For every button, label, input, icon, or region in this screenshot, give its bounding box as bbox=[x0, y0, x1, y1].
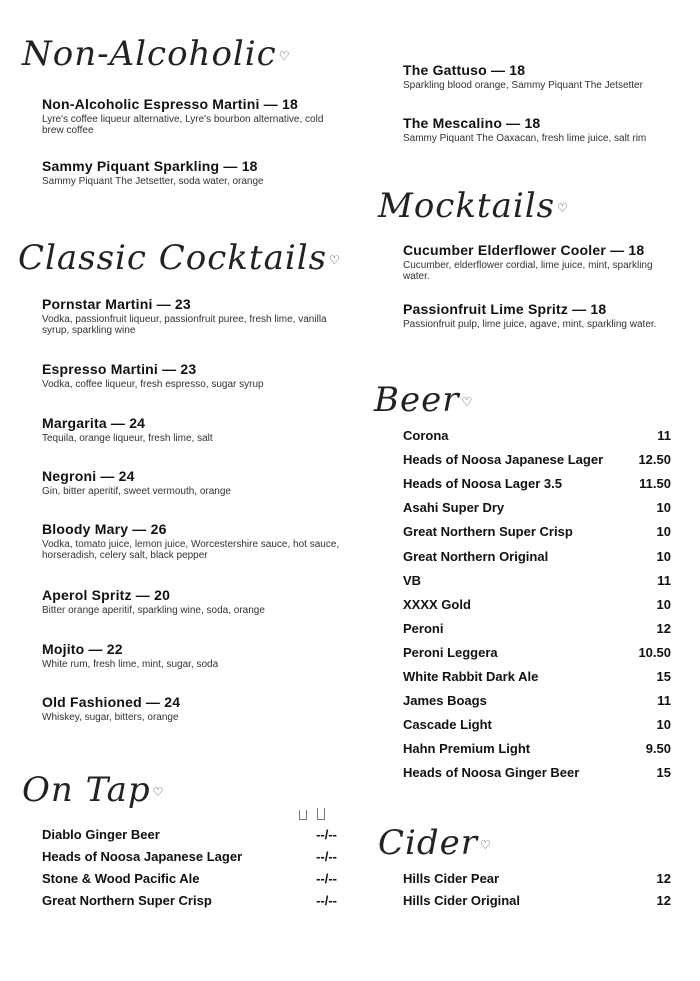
heart-icon: ♡ bbox=[480, 838, 492, 852]
item-name: Stone & Wood Pacific Ale bbox=[42, 871, 200, 886]
menu-item bbox=[403, 242, 673, 282]
menu-item bbox=[403, 62, 693, 91]
item-description: Vodka, coffee liqueur, fresh espresso, sugar syrup bbox=[42, 379, 264, 390]
item-price: 12.50 bbox=[638, 452, 671, 468]
beer-row bbox=[403, 500, 671, 515]
beer-row bbox=[403, 669, 671, 684]
item-name: Aperol Spritz — 20 bbox=[42, 587, 171, 603]
item-name: James Boags bbox=[403, 693, 487, 709]
cider-row bbox=[403, 893, 671, 908]
item-price: 12 bbox=[656, 620, 671, 636]
item-name: Non-Alcoholic Espresso Martini — 18 bbox=[42, 96, 298, 112]
item-price: 10 bbox=[656, 548, 671, 564]
heading-text: Cider bbox=[378, 823, 479, 863]
item-price: 15 bbox=[656, 669, 671, 684]
item-name: Sammy Piquant Sparkling — 18 bbox=[42, 158, 258, 174]
item-name: XXXX Gold bbox=[403, 596, 471, 612]
item-description: Bitter orange aperitif, sparkling wine, soda, orange bbox=[42, 605, 265, 616]
item-description: Vodka, tomato juice, lemon juice, Worcestershire sauce, hot sauce, horseradish, celery salt, black pepper bbox=[42, 539, 340, 561]
item-name: Mojito — 22 bbox=[42, 641, 123, 657]
item-name: Negroni — 24 bbox=[42, 468, 135, 484]
section-heading-cider bbox=[378, 823, 492, 863]
item-price: --/-- bbox=[316, 849, 337, 864]
tap-row bbox=[42, 871, 337, 886]
item-name: Great Northern Super Crisp bbox=[42, 893, 212, 908]
item-name: Passionfruit Lime Spritz — 18 bbox=[403, 301, 607, 317]
heading-text: Non-Alcoholic bbox=[22, 34, 277, 74]
menu-item bbox=[42, 641, 342, 670]
heading-text: On Tap bbox=[22, 770, 151, 810]
item-name: Heads of Noosa Japanese Lager bbox=[42, 849, 243, 864]
item-name: Bloody Mary — 26 bbox=[42, 521, 167, 537]
item-name: Heads of Noosa Japanese Lager bbox=[403, 452, 604, 468]
item-price: 10 bbox=[656, 524, 671, 540]
tap-row bbox=[42, 827, 337, 842]
tap-row bbox=[42, 849, 337, 864]
item-description: Sammy Piquant The Jetsetter, soda water, orange bbox=[42, 176, 264, 187]
beer-row bbox=[403, 597, 671, 612]
menu-item bbox=[42, 521, 342, 561]
large-glass-icon bbox=[317, 808, 325, 820]
heart-icon: ♡ bbox=[329, 253, 341, 267]
item-price: 15 bbox=[656, 765, 671, 781]
item-description: Lyre's coffee liqueur alternative, Lyre's bourbon alternative, cold brew coffee bbox=[42, 114, 324, 136]
item-name: Margarita — 24 bbox=[42, 415, 146, 431]
item-price: 10 bbox=[656, 596, 671, 612]
heading-text: Classic Cocktails bbox=[18, 238, 328, 278]
item-name: White Rabbit Dark Ale bbox=[403, 669, 539, 684]
item-name: Corona bbox=[403, 428, 449, 443]
item-name: Peroni bbox=[403, 620, 444, 636]
item-description: White rum, fresh lime, mint, sugar, soda bbox=[42, 659, 219, 670]
heart-icon: ♡ bbox=[152, 785, 165, 799]
beer-row bbox=[403, 765, 671, 780]
section-heading-beer bbox=[374, 380, 473, 420]
beer-row bbox=[403, 645, 671, 660]
menu-item bbox=[403, 301, 673, 330]
beer-row bbox=[403, 693, 671, 708]
item-description: Whiskey, sugar, bitters, orange bbox=[42, 712, 179, 723]
item-description: Sammy Piquant The Oaxacan, fresh lime juice, salt rim bbox=[403, 133, 647, 144]
item-name: Cucumber Elderflower Cooler — 18 bbox=[403, 242, 645, 258]
item-name: Heads of Noosa Ginger Beer bbox=[403, 765, 580, 781]
item-name: Peroni Leggera bbox=[403, 644, 498, 660]
menu-item bbox=[42, 361, 342, 390]
section-heading-mocktails bbox=[378, 186, 569, 226]
item-price: 12 bbox=[656, 893, 671, 908]
item-description: Sparkling blood orange, Sammy Piquant The Jetsetter bbox=[403, 80, 643, 91]
beer-row bbox=[403, 428, 671, 443]
item-price: 10.50 bbox=[638, 644, 671, 660]
menu-item bbox=[42, 587, 342, 616]
menu-item bbox=[42, 158, 342, 187]
beer-row bbox=[403, 452, 671, 467]
item-name: Hills Cider Pear bbox=[403, 871, 500, 886]
item-description: Vodka, passionfruit liqueur, passionfruit puree, fresh lime, vanilla syrup, sparkling wine bbox=[42, 314, 327, 336]
menu-item bbox=[403, 115, 693, 144]
cider-row bbox=[403, 871, 671, 886]
menu-item bbox=[42, 468, 342, 497]
tap-row bbox=[42, 893, 337, 908]
beer-row bbox=[403, 524, 671, 539]
item-price: 10 bbox=[656, 717, 671, 733]
item-name: Heads of Noosa Lager 3.5 bbox=[403, 476, 562, 492]
item-price: --/-- bbox=[316, 893, 337, 908]
item-name: The Mescalino — 18 bbox=[403, 115, 541, 131]
item-name: The Gattuso — 18 bbox=[403, 62, 526, 78]
item-name: Old Fashioned — 24 bbox=[42, 694, 181, 710]
beer-row bbox=[403, 621, 671, 636]
item-name: VB bbox=[403, 572, 422, 588]
heart-icon: ♡ bbox=[278, 49, 291, 63]
section-heading-non-alcoholic bbox=[22, 34, 290, 74]
beer-row bbox=[403, 717, 671, 732]
section-heading-classic-cocktails bbox=[18, 238, 341, 278]
item-name: Great Northern Super Crisp bbox=[403, 524, 573, 540]
beer-row bbox=[403, 573, 671, 588]
item-name: Pornstar Martini — 23 bbox=[42, 296, 191, 312]
heart-icon: ♡ bbox=[461, 395, 474, 409]
item-price: 12 bbox=[656, 871, 671, 886]
item-description: Gin, bitter aperitif, sweet vermouth, orange bbox=[42, 486, 231, 497]
beer-row bbox=[403, 741, 671, 756]
item-price: 11 bbox=[657, 693, 671, 709]
menu-item bbox=[42, 296, 342, 336]
small-glass-icon bbox=[299, 810, 307, 820]
item-price: 10 bbox=[656, 500, 671, 516]
item-description: Cucumber, elderflower cordial, lime juice, mint, sparkling water. bbox=[403, 260, 653, 282]
menu-item bbox=[42, 694, 342, 723]
item-description: Passionfruit pulp, lime juice, agave, mint, sparkling water. bbox=[403, 319, 657, 330]
item-name: Hills Cider Original bbox=[403, 893, 521, 908]
item-price: --/-- bbox=[316, 827, 337, 842]
heading-text: Mocktails bbox=[378, 186, 556, 226]
item-price: --/-- bbox=[316, 871, 337, 886]
item-price: 11.50 bbox=[639, 476, 671, 492]
item-name: Diablo Ginger Beer bbox=[42, 827, 160, 842]
heading-text: Beer bbox=[374, 380, 460, 420]
menu-item bbox=[42, 96, 342, 136]
item-name: Hahn Premium Light bbox=[403, 741, 531, 757]
item-name: Great Northern Original bbox=[403, 548, 549, 564]
item-description: Tequila, orange liqueur, fresh lime, salt bbox=[42, 433, 213, 444]
section-heading-on-tap bbox=[22, 770, 164, 810]
item-price: 11 bbox=[657, 428, 671, 443]
menu-item bbox=[42, 415, 342, 444]
item-price: 11 bbox=[657, 572, 671, 588]
item-name: Espresso Martini — 23 bbox=[42, 361, 197, 377]
beer-row bbox=[403, 549, 671, 564]
item-name: Cascade Light bbox=[403, 717, 492, 733]
item-name: Asahi Super Dry bbox=[403, 500, 505, 516]
item-price: 9.50 bbox=[645, 741, 671, 757]
beer-row bbox=[403, 476, 671, 491]
heart-icon: ♡ bbox=[557, 201, 569, 215]
